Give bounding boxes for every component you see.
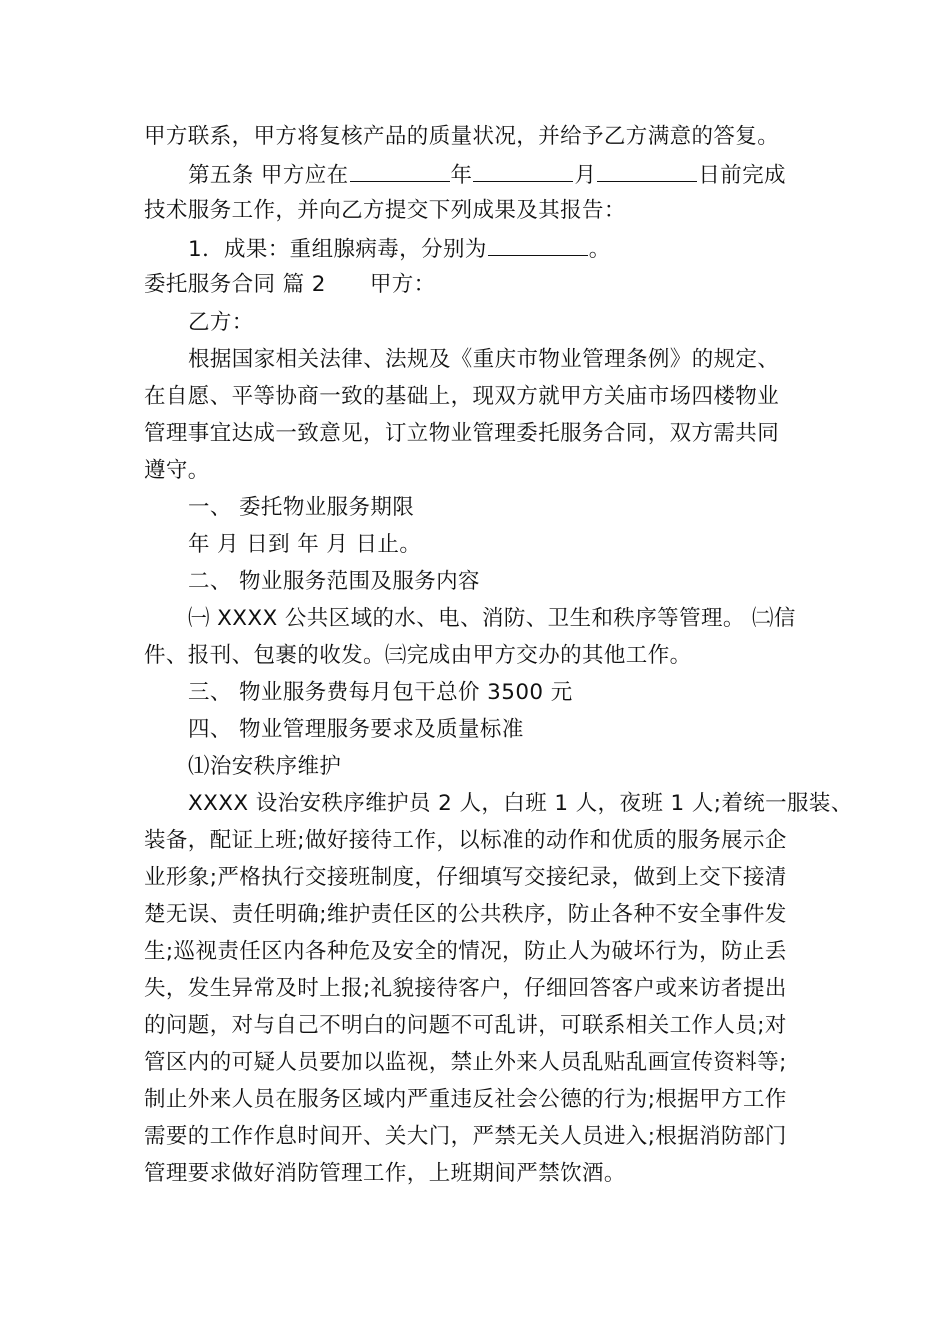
- fill-in-blank[interactable]: [350, 159, 450, 182]
- text: 管理要求做好消防管理工作，上班期间严禁饮酒。: [144, 1161, 626, 1186]
- paragraph-line: [144, 122, 779, 152]
- paragraph-line: [188, 789, 853, 819]
- paragraph-line: [188, 715, 524, 745]
- text: 在自愿、平等协商一致的基础上，现双方就甲方关庙市场四楼物业: [144, 384, 780, 409]
- paragraph-line: [188, 752, 341, 782]
- paragraph-line: [144, 1085, 787, 1115]
- section-heading: [144, 270, 436, 300]
- text: 年 月 日到 年 月 日止。: [188, 532, 422, 557]
- paragraph-line: [188, 567, 480, 597]
- paragraph-line: [144, 419, 779, 449]
- text: 月: [574, 163, 597, 188]
- text: 根据国家相关法律、法规及《重庆市物业管理条例》的规定、: [188, 347, 780, 372]
- text: 四、 物业管理服务要求及质量标准: [188, 717, 524, 742]
- text: ㈠ XXXX 公共区域的水、电、消防、卫生和秩序等管理。 ㈡信: [188, 606, 796, 631]
- text: 管区内的可疑人员要加以监视，禁止外来人员乱贴乱画宣传资料等;: [144, 1050, 787, 1075]
- text: 技术服务工作，并向乙方提交下列成果及其报告：: [144, 198, 626, 223]
- text: XXXX 设治安秩序维护员 2 人，白班 1 人，夜班 1 人;着统一服装、: [188, 791, 853, 816]
- text: 制止外来人员在服务区域内严重违反社会公德的行为;根据甲方工作: [144, 1087, 787, 1112]
- text: 乙方：: [188, 310, 254, 335]
- paragraph-line: [144, 1048, 787, 1078]
- paragraph-line: [144, 1011, 787, 1041]
- text: 需要的工作作息时间开、关大门，严禁无关人员进入;根据消防部门: [144, 1124, 787, 1149]
- text: 一、 委托物业服务期限: [188, 495, 415, 520]
- paragraph-line: [144, 382, 779, 412]
- text: 楚无误、责任明确;维护责任区的公共秩序，防止各种不安全事件发: [144, 902, 787, 927]
- paragraph-line: [144, 937, 787, 967]
- paragraph-line: [144, 1159, 626, 1189]
- text: 委托服务合同 篇 2: [144, 272, 326, 297]
- paragraph-line: [188, 604, 796, 634]
- text: 甲方：: [369, 272, 436, 297]
- paragraph-line: [188, 308, 254, 338]
- paragraph-line: [188, 678, 573, 708]
- text: 甲方联系，甲方将复核产品的质量状况，并给予乙方满意的答复。: [144, 124, 780, 149]
- text: 生;巡视责任区内各种危及安全的情况，防止人为破坏行为，防止丢: [144, 939, 787, 964]
- paragraph-line: [188, 233, 611, 263]
- text: 的问题，对与自己不明白的问题不可乱讲，可联系相关工作人员;对: [144, 1013, 787, 1038]
- paragraph-line: [188, 530, 421, 560]
- text: 第五条 甲方应在: [188, 163, 349, 188]
- text: 二、 物业服务范围及服务内容: [188, 569, 480, 594]
- paragraph-line: [144, 900, 787, 930]
- fill-in-blank[interactable]: [473, 159, 573, 182]
- text: 年: [450, 163, 473, 188]
- text: 失，发生异常及时上报;礼貌接待客户，仔细回答客户或来访者提出: [144, 976, 787, 1001]
- text: 遵守。: [144, 458, 210, 483]
- fill-in-blank[interactable]: [488, 233, 588, 256]
- paragraph-line: [188, 159, 786, 189]
- paragraph-line: [144, 863, 787, 893]
- paragraph-line: [144, 1122, 787, 1152]
- paragraph-line: [144, 196, 626, 226]
- paragraph-line: [144, 826, 787, 856]
- text: 三、 物业服务费每月包干总价 3500 元: [188, 680, 573, 705]
- paragraph-line: [144, 641, 692, 671]
- text: 日前完成: [698, 163, 786, 188]
- text: 件、报刊、包裹的收发。㈢完成由甲方交办的其他工作。: [144, 643, 692, 668]
- paragraph-line: [144, 456, 210, 486]
- text: 。: [588, 237, 611, 262]
- paragraph-line: [144, 974, 787, 1004]
- text: 业形象;严格执行交接班制度，仔细填写交接纪录，做到上交下接清: [144, 865, 787, 890]
- paragraph-line: [188, 493, 414, 523]
- text: 管理事宜达成一致意见，订立物业管理委托服务合同，双方需共同: [144, 421, 780, 446]
- fill-in-blank[interactable]: [597, 159, 697, 182]
- text: 装备，配证上班;做好接待工作，以标准的动作和优质的服务展示企: [144, 828, 787, 853]
- text: ⑴治安秩序维护: [188, 754, 342, 779]
- paragraph-line: [188, 345, 779, 375]
- text: 1．成果：重组腺病毒，分别为: [188, 237, 487, 262]
